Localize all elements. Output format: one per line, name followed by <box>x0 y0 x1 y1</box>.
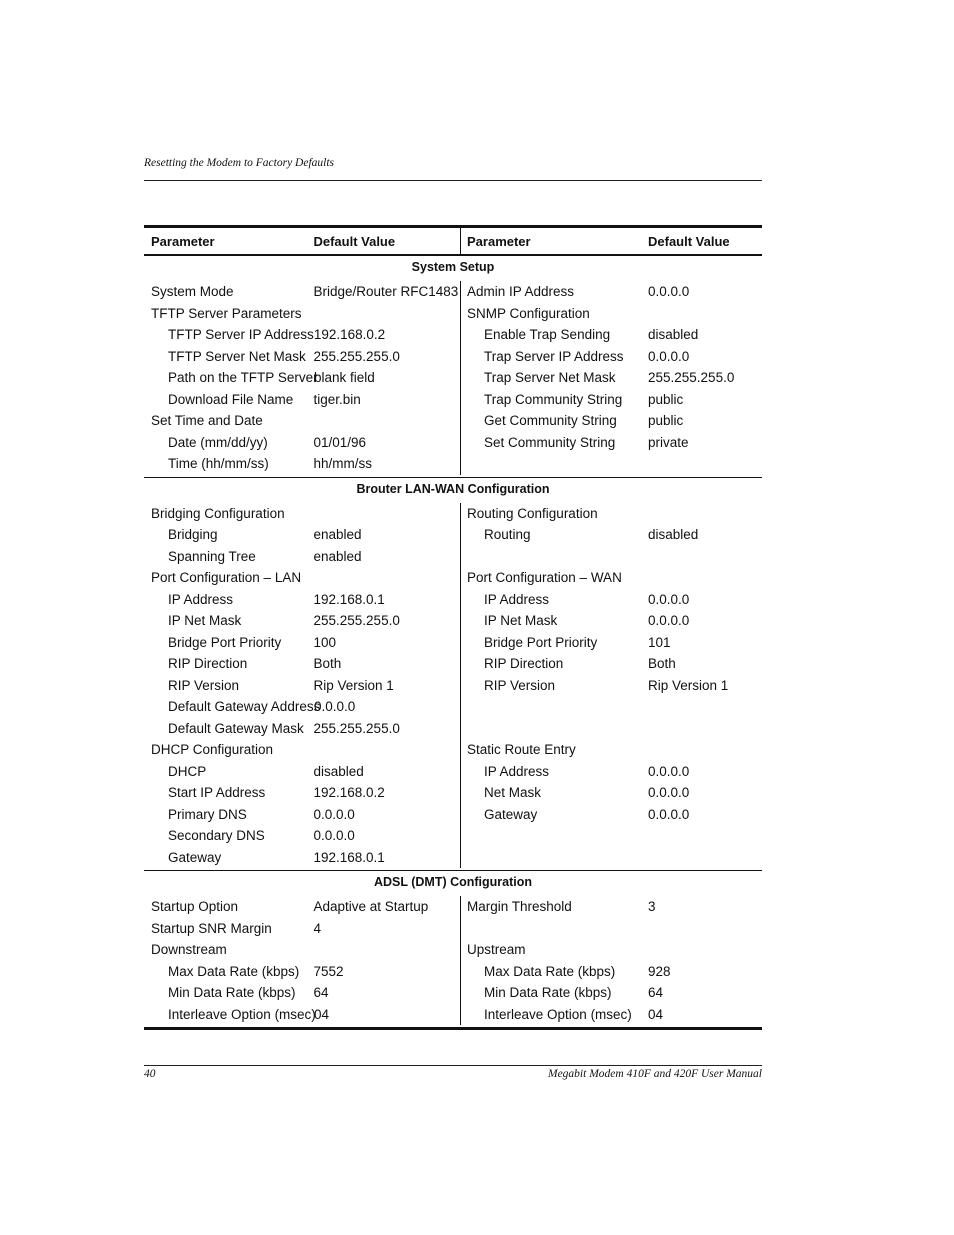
value-cell: 7552 <box>313 963 344 979</box>
value-cell: 04 <box>648 1006 664 1022</box>
parameter-cell: Routing Configuration <box>467 505 598 521</box>
parameter-cell: Secondary DNS <box>168 828 265 844</box>
value-cell: 255.255.255.0 <box>313 613 400 629</box>
parameter-cell: Set Community String <box>484 434 616 450</box>
parameter-cell: Primary DNS <box>168 806 247 822</box>
footer-rule <box>144 1065 762 1066</box>
value-cell: 64 <box>648 985 664 1001</box>
value-cell: tiger.bin <box>313 391 361 407</box>
parameter-cell: RIP Direction <box>168 656 248 672</box>
table-row <box>461 324 762 346</box>
table-row <box>461 847 762 869</box>
value-cell: 928 <box>648 963 671 979</box>
table-row <box>461 718 762 740</box>
table-row <box>461 503 762 525</box>
right-column <box>461 896 762 1025</box>
parameter-cell: Admin IP Address <box>467 284 575 300</box>
table-row <box>461 675 762 697</box>
value-cell: 4 <box>313 920 321 936</box>
value-cell: 0.0.0.0 <box>648 348 690 364</box>
value-cell: 0.0.0.0 <box>648 806 690 822</box>
value-cell: Rip Version 1 <box>648 677 729 693</box>
parameter-cell: Min Data Rate (kbps) <box>168 985 296 1001</box>
value-cell: disabled <box>313 763 364 779</box>
parameter-cell: Trap Server IP Address <box>484 348 624 364</box>
table-row <box>144 847 460 869</box>
parameter-cell: Bridge Port Priority <box>168 634 282 650</box>
table-row <box>461 546 762 568</box>
value-cell: Both <box>648 656 676 672</box>
parameter-cell: Max Data Rate (kbps) <box>484 963 616 979</box>
table-row <box>144 696 460 718</box>
value-cell: Rip Version 1 <box>313 677 394 693</box>
right-column <box>461 503 762 869</box>
table-row <box>461 632 762 654</box>
table-row <box>144 503 460 525</box>
parameter-cell: Enable Trap Sending <box>484 327 611 343</box>
value-cell: 0.0.0.0 <box>648 284 690 300</box>
section-title: ADSL (DMT) Configuration <box>144 870 762 893</box>
parameter-cell: Gateway <box>168 849 222 865</box>
parameter-cell: Bridging <box>168 527 218 543</box>
parameter-cell: Get Community String <box>484 413 617 429</box>
parameter-cell: Gateway <box>484 806 538 822</box>
table-row <box>144 718 460 740</box>
parameter-cell: Routing <box>484 527 531 543</box>
table-row <box>461 303 762 325</box>
value-cell: 0.0.0.0 <box>648 785 690 801</box>
table-header-row <box>144 228 762 256</box>
table-row <box>144 761 460 783</box>
right-column <box>461 281 762 475</box>
value-cell: public <box>648 391 684 407</box>
table-row <box>144 939 460 961</box>
parameter-cell: Startup Option <box>151 899 239 915</box>
parameter-cell: Min Data Rate (kbps) <box>484 985 612 1001</box>
parameter-cell: IP Address <box>168 591 234 607</box>
table-row <box>144 653 460 675</box>
table-row <box>461 281 762 303</box>
value-cell: 192.168.0.1 <box>313 849 385 865</box>
value-cell: disabled <box>648 527 699 543</box>
parameter-cell: Interleave Option (msec) <box>168 1006 316 1022</box>
table-row <box>144 567 460 589</box>
table-row <box>461 453 762 475</box>
table-row <box>461 918 762 940</box>
table-row <box>461 896 762 918</box>
value-cell: 101 <box>648 634 671 650</box>
parameter-cell: IP Net Mask <box>168 613 242 629</box>
section-title: System Setup <box>411 260 495 274</box>
parameter-cell: TFTP Server IP Address <box>168 327 314 343</box>
header-rule <box>144 180 762 181</box>
parameter-cell: IP Address <box>484 763 550 779</box>
parameter-cell: RIP Version <box>484 677 556 693</box>
table-row <box>144 524 460 546</box>
value-cell: 0.0.0.0 <box>648 763 690 779</box>
value-cell: enabled <box>313 548 362 564</box>
parameter-cell: Port Configuration – WAN <box>467 570 622 586</box>
left-column <box>144 503 461 869</box>
parameter-cell: Margin Threshold <box>467 899 572 915</box>
parameter-cell: Interleave Option (msec) <box>484 1006 632 1022</box>
table-row <box>461 346 762 368</box>
table-row <box>144 432 460 454</box>
value-cell: Both <box>313 656 342 672</box>
parameter-cell: Download File Name <box>168 391 294 407</box>
table-row <box>144 982 460 1004</box>
value-cell: hh/mm/ss <box>313 456 373 472</box>
parameter-cell: Bridge Port Priority <box>484 634 598 650</box>
parameter-cell: Static Route Entry <box>467 742 576 758</box>
table-row <box>461 410 762 432</box>
parameter-cell: TFTP Server Net Mask <box>168 348 306 364</box>
parameter-cell: Spanning Tree <box>168 548 256 564</box>
table-row <box>144 1004 460 1026</box>
table-row <box>461 982 762 1004</box>
value-cell: 0.0.0.0 <box>314 699 356 715</box>
table-row <box>144 896 460 918</box>
parameter-cell: Default Gateway Mask <box>168 720 304 736</box>
table-row <box>144 389 460 411</box>
value-cell: private <box>648 434 689 450</box>
value-cell: enabled <box>313 527 362 543</box>
table-row <box>461 367 762 389</box>
parameter-cell: RIP Version <box>168 677 240 693</box>
table-row <box>461 761 762 783</box>
table-row <box>461 389 762 411</box>
section-title: Brouter LAN-WAN Configuration <box>144 477 762 500</box>
parameter-cell: Net Mask <box>484 785 542 801</box>
table-row <box>144 589 460 611</box>
table-row <box>461 589 762 611</box>
table-row <box>144 367 460 389</box>
column-header-default-value: Default Value <box>313 233 396 249</box>
value-cell: 192.168.0.2 <box>313 785 385 801</box>
table-row <box>461 804 762 826</box>
parameter-cell: IP Address <box>484 591 550 607</box>
table-row <box>461 1004 762 1026</box>
table-row <box>461 782 762 804</box>
parameter-cell: DHCP <box>168 763 207 779</box>
parameter-cell: System Mode <box>151 284 234 300</box>
value-cell: Bridge/Router RFC1483 <box>313 284 459 300</box>
parameter-cell: DHCP Configuration <box>151 742 274 758</box>
parameter-cell: Set Time and Date <box>151 413 263 429</box>
section-body <box>144 500 762 871</box>
table-row <box>144 303 460 325</box>
section-body <box>144 278 762 477</box>
table-row <box>144 804 460 826</box>
column-header-default-value: Default Value <box>648 233 730 249</box>
footer-title: Megabit Modem 410F and 420F User Manual <box>548 1068 762 1080</box>
parameter-cell: Upstream <box>467 942 526 958</box>
parameter-cell: Trap Server Net Mask <box>484 370 616 386</box>
value-cell: disabled <box>648 327 699 343</box>
table-row <box>461 825 762 847</box>
parameter-cell: Default Gateway Address <box>168 699 321 715</box>
table-row <box>144 825 460 847</box>
parameter-cell: RIP Direction <box>484 656 564 672</box>
table-row <box>461 567 762 589</box>
table-row <box>461 939 762 961</box>
value-cell: 0.0.0.0 <box>313 806 355 822</box>
table-row <box>144 610 460 632</box>
table-row <box>144 546 460 568</box>
left-column <box>144 281 461 475</box>
table-row <box>144 961 460 983</box>
value-cell: 192.168.0.2 <box>313 327 386 343</box>
value-cell: Adaptive at Startup <box>313 899 429 915</box>
value-cell: 255.255.255.0 <box>313 348 400 364</box>
table-row <box>461 610 762 632</box>
parameter-cell: Port Configuration – LAN <box>151 570 302 586</box>
running-header: Resetting the Modem to Factory Defaults <box>144 157 335 169</box>
column-header-parameter: Parameter <box>151 233 215 249</box>
table-row <box>144 410 460 432</box>
parameter-cell: Start IP Address <box>168 785 266 801</box>
table-row <box>461 696 762 718</box>
value-cell: 0.0.0.0 <box>648 591 690 607</box>
value-cell: public <box>648 413 684 429</box>
parameter-cell: Startup SNR Margin <box>151 920 272 936</box>
value-cell: 3 <box>648 899 656 915</box>
table-row <box>461 524 762 546</box>
value-cell: 255.255.255.0 <box>313 720 400 736</box>
parameter-cell: Trap Community String <box>484 391 623 407</box>
table-row <box>144 782 460 804</box>
parameter-cell: Downstream <box>151 942 227 958</box>
value-cell: 64 <box>313 985 329 1001</box>
parameter-cell: Max Data Rate (kbps) <box>168 963 300 979</box>
table-row <box>144 281 460 303</box>
table-row <box>461 961 762 983</box>
value-cell: 192.168.0.1 <box>313 591 385 607</box>
table-row <box>144 632 460 654</box>
table-row <box>461 432 762 454</box>
value-cell: 255.255.255.0 <box>648 370 735 386</box>
parameter-cell: Bridging Configuration <box>151 505 285 521</box>
parameter-cell: IP Net Mask <box>484 613 558 629</box>
page-number: 40 <box>144 1068 156 1080</box>
value-cell: 0.0.0.0 <box>313 828 355 844</box>
value-cell: 01/01/96 <box>313 434 367 450</box>
table-row <box>144 918 460 940</box>
defaults-table <box>144 225 762 1030</box>
column-header-parameter: Parameter <box>467 233 531 249</box>
table-row <box>144 675 460 697</box>
table-row <box>461 739 762 761</box>
left-column <box>144 896 461 1025</box>
parameter-cell: Path on the TFTP Server <box>168 370 318 386</box>
table-row <box>144 453 460 475</box>
table-row <box>144 324 460 346</box>
section-body <box>144 893 762 1027</box>
value-cell: 04 <box>314 1006 330 1022</box>
value-cell: blank field <box>314 370 375 386</box>
value-cell: 0.0.0.0 <box>648 613 690 629</box>
value-cell: 100 <box>313 634 337 650</box>
parameter-cell: Time (hh/mm/ss) <box>168 456 269 472</box>
table-row <box>461 653 762 675</box>
parameter-cell: Date (mm/dd/yy) <box>168 434 268 450</box>
parameter-cell: SNMP Configuration <box>467 305 590 321</box>
table-row <box>144 739 460 761</box>
parameter-cell: TFTP Server Parameters <box>151 305 302 321</box>
table-row <box>144 346 460 368</box>
